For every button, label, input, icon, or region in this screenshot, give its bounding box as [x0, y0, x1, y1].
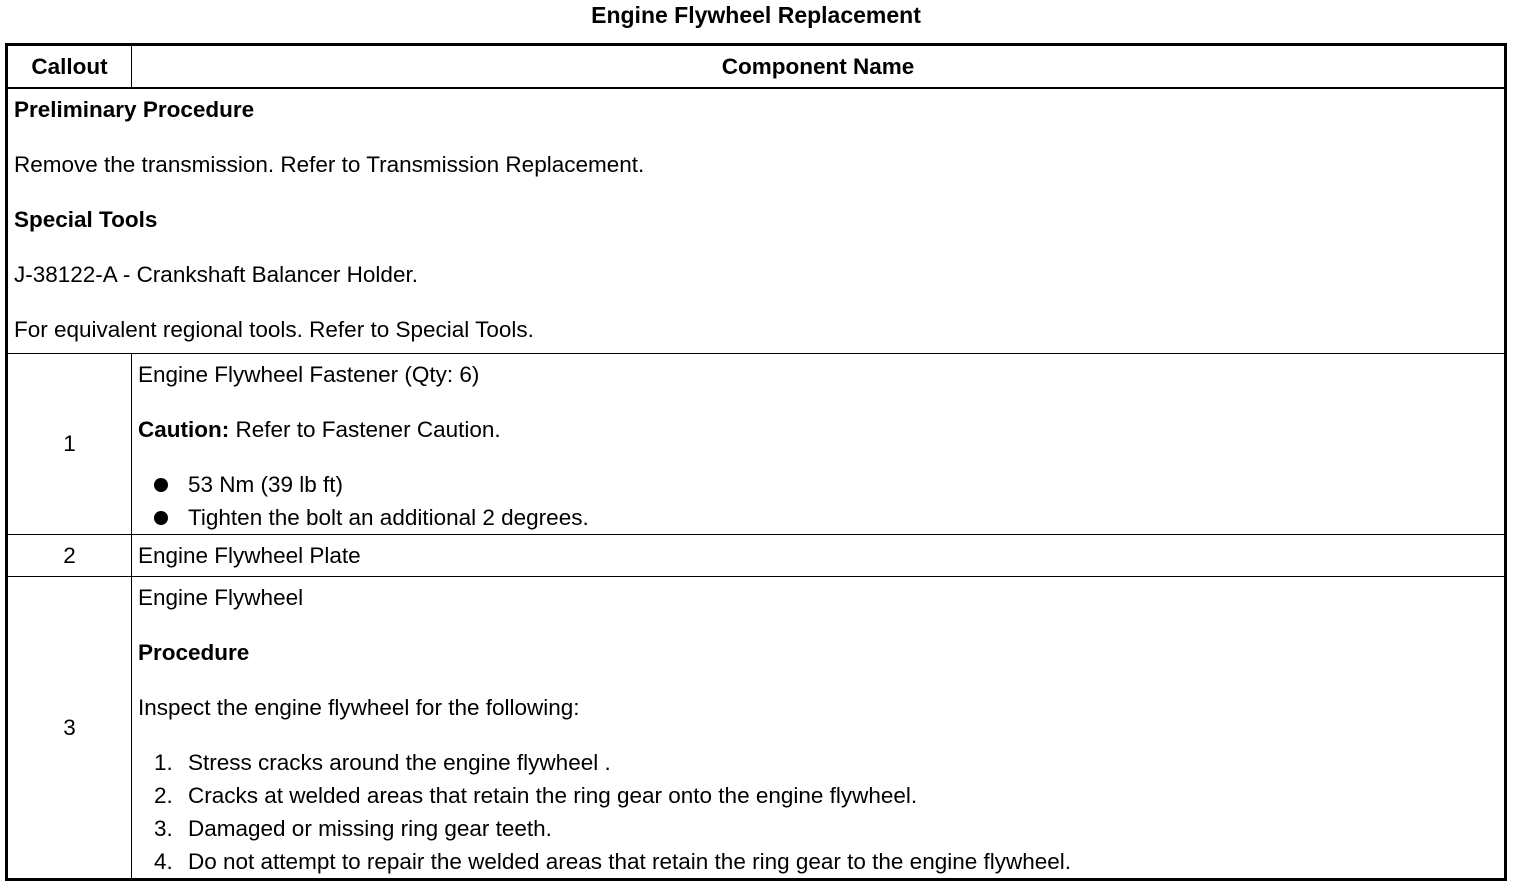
bullet-text: Tighten the bolt an additional 2 degrees.: [188, 505, 589, 530]
step-number: 3.: [154, 816, 173, 841]
preliminary-row: [7, 88, 1506, 354]
table-row: [7, 577, 1506, 880]
numbered-step: [138, 845, 1498, 878]
numbered-step: [138, 812, 1498, 845]
table-row: [7, 535, 1506, 577]
table-row: [7, 354, 1506, 535]
callout-number: 3: [7, 577, 132, 880]
special-tools-heading: Special Tools: [14, 207, 158, 232]
callout-column-header: Callout: [7, 45, 132, 89]
caution-text: Refer to Fastener Caution.: [229, 417, 501, 442]
document-title: Engine Flywheel Replacement: [591, 2, 921, 28]
special-tools-note: For equivalent regional tools. Refer to Special Tools.: [14, 317, 534, 342]
step-text: Stress cracks around the engine flywheel .: [188, 750, 611, 775]
procedure-intro: Inspect the engine flywheel for the following:: [138, 695, 580, 720]
special-tool-item: J-38122-A - Crankshaft Balancer Holder.: [14, 262, 418, 287]
procedure-heading: Procedure: [138, 640, 250, 665]
step-number: 2.: [154, 783, 173, 808]
component-name: Engine Flywheel Fastener (Qty: 6): [138, 362, 480, 387]
procedure-table: [5, 43, 1507, 881]
numbered-step: [138, 746, 1498, 779]
preliminary-cell: [7, 88, 1506, 354]
bullet-item: [138, 468, 1498, 501]
step-text: Damaged or missing ring gear teeth.: [188, 816, 552, 841]
numbered-step: [138, 779, 1498, 812]
table-header-row: [7, 45, 1506, 89]
caution-line: [138, 413, 1498, 468]
component-name: Engine Flywheel Plate: [132, 535, 1506, 577]
caution-label: Caution:: [138, 417, 230, 442]
component-description: [132, 577, 1506, 880]
bullet-item: [138, 501, 1498, 534]
step-text: Do not attempt to repair the welded areas that retain the ring gear to the engine flywheel.: [188, 849, 1072, 874]
step-number: 1.: [154, 750, 173, 775]
component-name-column-header: Component Name: [132, 45, 1506, 89]
preliminary-procedure-text: Remove the transmission. Refer to Transmission Replacement.: [14, 152, 645, 177]
component-name: Engine Flywheel: [138, 585, 304, 610]
bullet-icon: [154, 478, 168, 492]
bullet-text: 53 Nm (39 lb ft): [188, 472, 344, 497]
bullet-icon: [154, 511, 168, 525]
step-text: Cracks at welded areas that retain the ring gear onto the engine flywheel.: [188, 783, 918, 808]
component-description: [132, 354, 1506, 535]
callout-number: 2: [7, 535, 132, 577]
callout-number: 1: [7, 354, 132, 535]
step-number: 4.: [154, 849, 173, 874]
preliminary-procedure-heading: Preliminary Procedure: [14, 97, 255, 122]
